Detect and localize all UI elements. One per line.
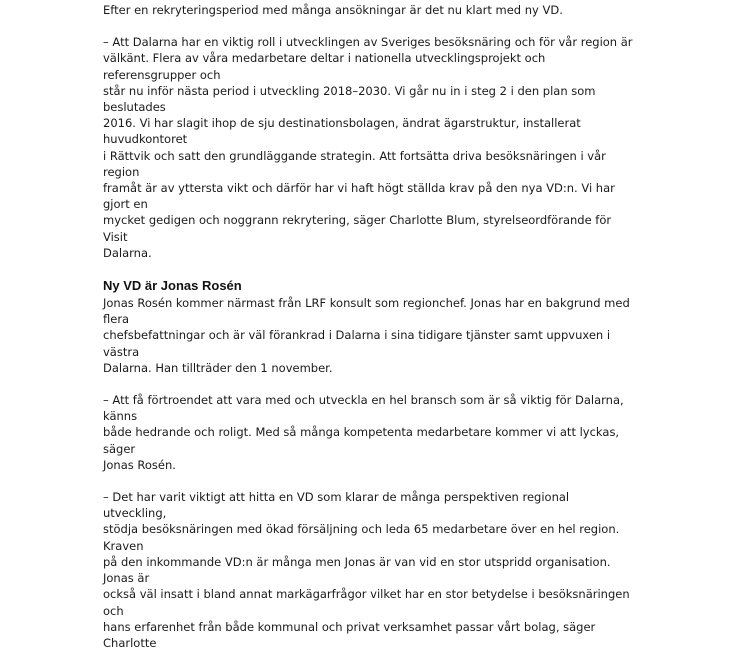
bio-paragraph: Jonas Rosén kommer närmast från LRF konsult som regionchef. Jonas har en bakgrund med flera chefsbefattningar och är väl förankrad i Dalarna i sina tidigare tjänster samt uppvuxen i västra Dalarna. Han tillträder den 1 november.	[103, 296, 630, 375]
quote-paragraph-chairman-2: – Det har varit viktigt att hitta en VD som klarar de många perspektiven regional utveckling, stödja besöksnäringen med ökad försäljning och leda 65 medarbetare över en hel region. Kraven på den inkommande VD:n är många men Jonas är van vid en stor utspridd organisation. Jonas är också väl insatt i bland annat markägarfrågor vilket har en stor betydelse i besöksnäringen och hans erfarenhet från både kommunal och privat verksamhet passar vårt bolag, säger Charlotte	[103, 490, 630, 650]
section-heading: Ny VD är Jonas Rosén	[103, 278, 242, 294]
intro-paragraph: Efter en rekryteringsperiod med många ansökningar är det nu klart med ny VD.	[103, 3, 563, 17]
quote-paragraph-chairman: – Att Dalarna har en viktig roll i utvecklingen av Sveriges besöksnäring och för vår region är välkänt. Flera av våra medarbetare deltar i nationella utvecklingsprojekt och referensgrupper och står nu inför nästa period i utveckling 2018–2030. Vi går nu in i steg 2 i den plan som beslutades 2016. Vi har slagit ihop de sju destinationsbolagen, ändrat ägarstruktur, installerat huvudkontoret i Rättvik och satt den grundläggande strategin. Att fortsätta driva besöksnäringen i vår region framåt är av yttersta vikt och därför har vi haft högt ställda krav på den nya VD:n. Vi har gjort en mycket gedigen och noggrann rekrytering, säger Charlotte Blum, styrelseordförande för Visit Dalarna.	[103, 35, 633, 260]
quote-paragraph-ceo: – Att få förtroendet att vara med och utveckla en hel bransch som är så viktig för Dalarna, känns både hedrande och roligt. Med så många kompetenta medarbetare kommer vi att lyckas, säger Jonas Rosén.	[103, 393, 624, 472]
article-body	[103, 2, 633, 651]
